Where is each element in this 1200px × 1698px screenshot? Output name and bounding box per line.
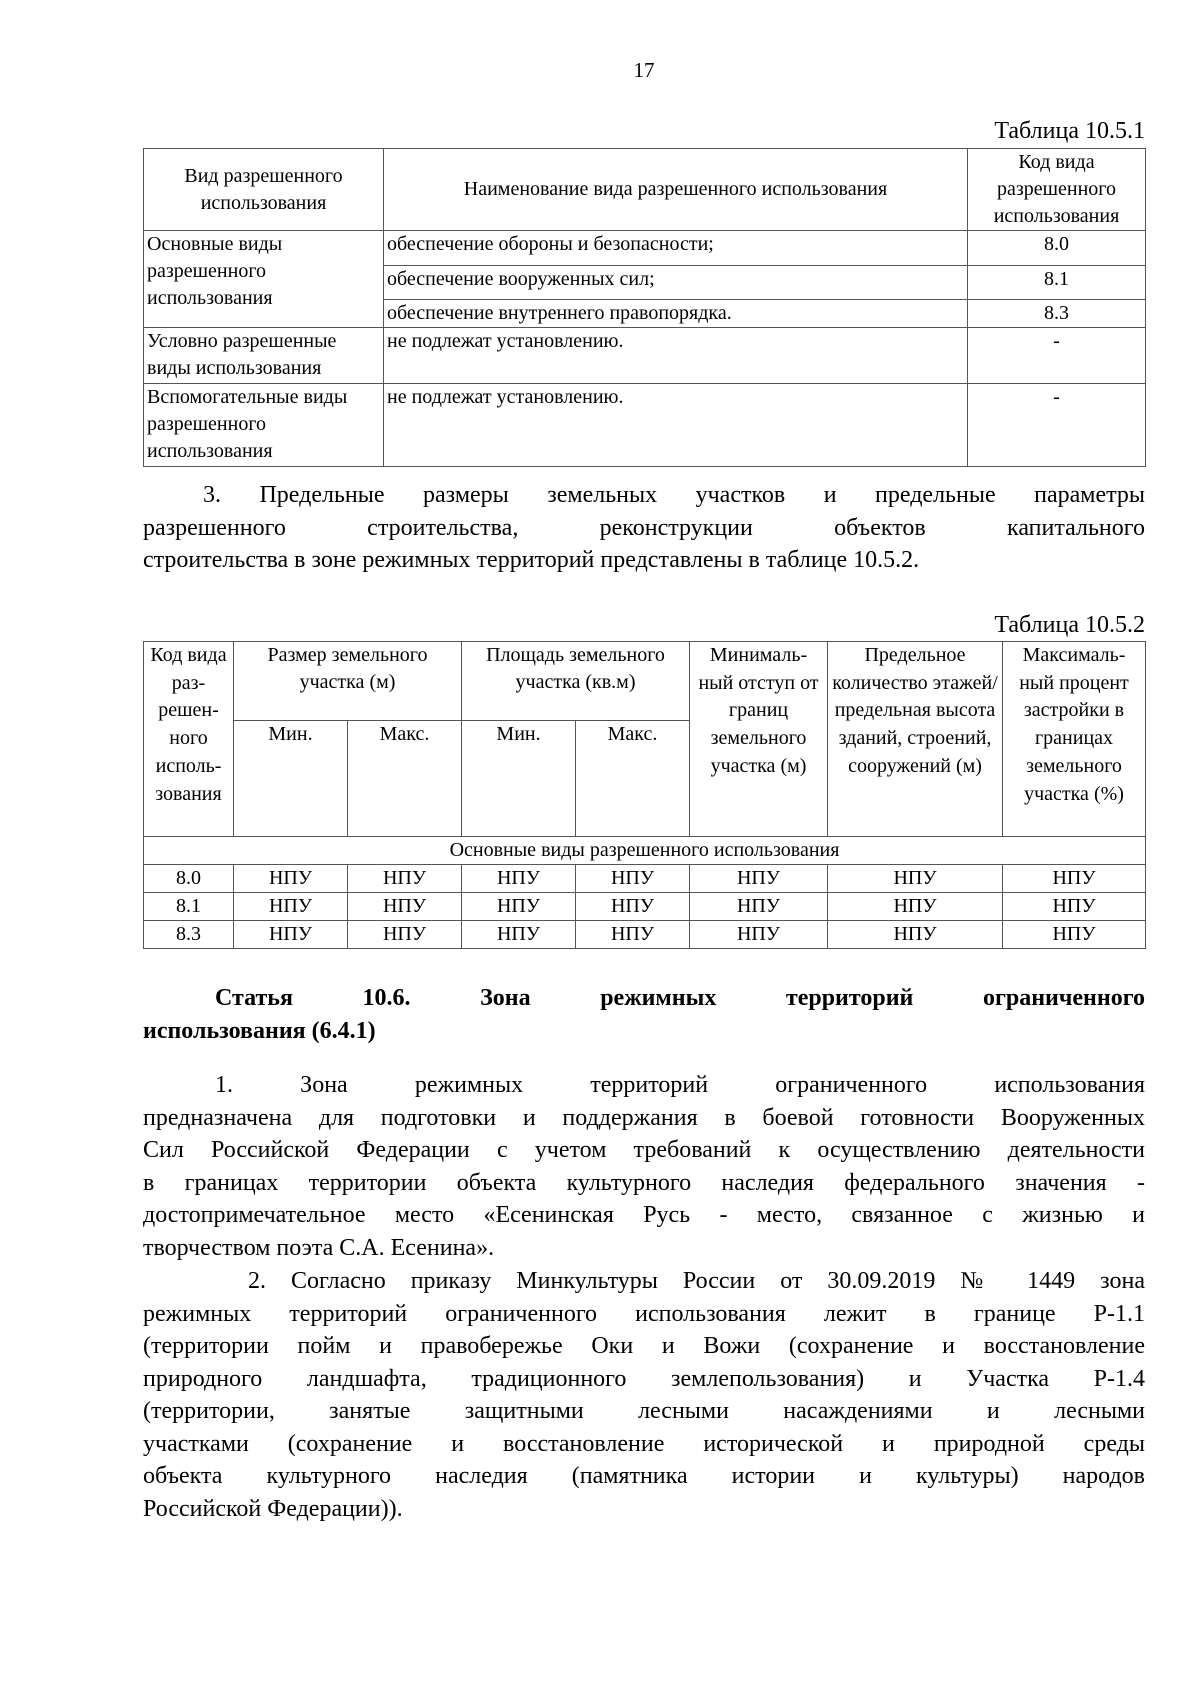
value-cell: НПУ bbox=[1003, 893, 1146, 921]
value-cell: НПУ bbox=[1003, 921, 1146, 949]
value-cell: НПУ bbox=[576, 893, 690, 921]
table-caption-10-5-1: Таблица 10.5.1 bbox=[994, 118, 1145, 144]
text-line: 2. Согласно приказу Минкультуры России от 30.09.2019 № 1449 зона bbox=[248, 1268, 1145, 1294]
text-line: Сил Российской Федерации с учетом требований к осуществлению деятельности bbox=[143, 1137, 1145, 1163]
header-min: Мин. bbox=[234, 721, 348, 837]
use-name-cell: обеспечение вооруженных сил; bbox=[384, 266, 968, 300]
table-header-row bbox=[144, 149, 1146, 231]
text-line: творчеством поэта С.А. Есенина». bbox=[143, 1234, 495, 1261]
table-row bbox=[144, 865, 1146, 893]
article-heading bbox=[143, 982, 1145, 1047]
value-cell: НПУ bbox=[576, 921, 690, 949]
use-name-cell: не подлежат установлению. bbox=[384, 384, 968, 467]
value-cell: НПУ bbox=[348, 865, 462, 893]
table-row bbox=[144, 384, 1146, 467]
text-line: участками (сохранение и восстановление исторической и природной среды bbox=[143, 1430, 1145, 1457]
table-10-5-1 bbox=[143, 148, 1146, 467]
value-cell: НПУ bbox=[462, 921, 576, 949]
text-line: объекта культурного наследия (памятника истории и культуры) народов bbox=[143, 1463, 1145, 1489]
table-row bbox=[144, 893, 1146, 921]
use-name-cell: не подлежат установлению. bbox=[384, 328, 968, 384]
code-cell: 8.0 bbox=[144, 865, 234, 893]
code-cell: 8.1 bbox=[144, 893, 234, 921]
table-row bbox=[144, 328, 1146, 384]
use-code-cell: 8.0 bbox=[968, 231, 1146, 266]
header-size: Размер земельного участка (м) bbox=[234, 642, 462, 721]
value-cell: НПУ bbox=[1003, 865, 1146, 893]
paragraph-1 bbox=[143, 1069, 1145, 1264]
text-line: разрешенного строительства, реконструкции объектов капитального bbox=[143, 514, 1145, 541]
paragraph-3 bbox=[143, 479, 1145, 577]
text-line: достопримечательное место «Есенинская Русь - место, связанное с жизнью и bbox=[143, 1202, 1145, 1228]
value-cell: НПУ bbox=[348, 921, 462, 949]
value-cell: НПУ bbox=[690, 893, 828, 921]
text-line: строительства в зоне режимных территорий представлены в таблице 10.5.2. bbox=[143, 547, 920, 573]
header-floors: Предельное количество этажей/ предельная высота зданий, строений, сооружений (м) bbox=[828, 642, 1003, 837]
use-code-cell: 8.3 bbox=[968, 300, 1146, 328]
text-line: в границах территории объекта культурного наследия федерального значения - bbox=[143, 1169, 1145, 1196]
heading-line: использования (6.4.1) bbox=[143, 1017, 376, 1044]
table-caption-10-5-2: Таблица 10.5.2 bbox=[994, 612, 1145, 638]
text-line: природного ландшафта, традиционного землепользования) и Участка Р-1.4 bbox=[143, 1365, 1145, 1392]
header-min: Мин. bbox=[462, 721, 576, 837]
value-cell: НПУ bbox=[462, 893, 576, 921]
text-line: режимных территорий ограниченного использования лежит в границе Р-1.1 bbox=[143, 1300, 1145, 1327]
use-code-cell: 8.1 bbox=[968, 266, 1146, 300]
header-cell: Код вида разрешенного использования bbox=[968, 149, 1146, 231]
use-name-cell: обеспечение обороны и безопасности; bbox=[384, 231, 968, 266]
header-cell: Вид разрешенного использования bbox=[144, 149, 384, 231]
use-name-cell: обеспечение внутреннего правопорядка. bbox=[384, 300, 968, 328]
use-type-cell: Вспомогательные виды разрешенного использования bbox=[144, 384, 384, 467]
use-code-cell: - bbox=[968, 328, 1146, 384]
text-line: 1. Зона режимных территорий ограниченного использования bbox=[215, 1072, 1145, 1098]
value-cell: НПУ bbox=[828, 893, 1003, 921]
header-cell: Наименование вида разрешенного использования bbox=[384, 149, 968, 231]
use-code-cell: - bbox=[968, 384, 1146, 467]
table-row bbox=[144, 231, 1146, 266]
text-line: (территории, занятые защитными лесными насаждениями и лесными bbox=[143, 1398, 1145, 1424]
value-cell: НПУ bbox=[234, 921, 348, 949]
value-cell: НПУ bbox=[462, 865, 576, 893]
text-line: (территории пойм и правобережье Оки и Вожи (сохранение и восстановление bbox=[143, 1333, 1145, 1359]
value-cell: НПУ bbox=[234, 865, 348, 893]
header-area: Площадь земельного участка (кв.м) bbox=[462, 642, 690, 721]
table-row bbox=[144, 921, 1146, 949]
value-cell: НПУ bbox=[828, 921, 1003, 949]
header-coverage: Максималь-ный процент застройки в границах земельного участка (%) bbox=[1003, 642, 1146, 837]
value-cell: НПУ bbox=[234, 893, 348, 921]
section-title: Основные виды разрешенного использования bbox=[144, 837, 1146, 865]
header-max: Макс. bbox=[348, 721, 462, 837]
table-10-5-2 bbox=[143, 641, 1146, 949]
page-number: 17 bbox=[633, 58, 655, 82]
heading-line: Статья 10.6. Зона режимных территорий ограниченного bbox=[215, 985, 1145, 1011]
value-cell: НПУ bbox=[828, 865, 1003, 893]
value-cell: НПУ bbox=[348, 893, 462, 921]
paragraph-2 bbox=[143, 1265, 1145, 1525]
value-cell: НПУ bbox=[576, 865, 690, 893]
text-line: Российской Федерации)). bbox=[143, 1495, 403, 1522]
code-cell: 8.3 bbox=[144, 921, 234, 949]
header-setback: Минималь-ный отступ от границ земельного участка (м) bbox=[690, 642, 828, 837]
text-line: предназначена для подготовки и поддержания в боевой готовности Вооруженных bbox=[143, 1104, 1145, 1131]
text-line: 3. Предельные размеры земельных участков и предельные параметры bbox=[203, 482, 1145, 508]
header-max: Макс. bbox=[576, 721, 690, 837]
use-type-cell: Условно разрешенные виды использования bbox=[144, 328, 384, 384]
value-cell: НПУ bbox=[690, 865, 828, 893]
section-row bbox=[144, 837, 1146, 865]
value-cell: НПУ bbox=[690, 921, 828, 949]
table-header-row bbox=[144, 642, 1146, 721]
header-code: Код вида раз-решен-ного исполь-зования bbox=[144, 642, 234, 837]
use-type-cell: Основные виды разрешенного использования bbox=[144, 231, 384, 328]
